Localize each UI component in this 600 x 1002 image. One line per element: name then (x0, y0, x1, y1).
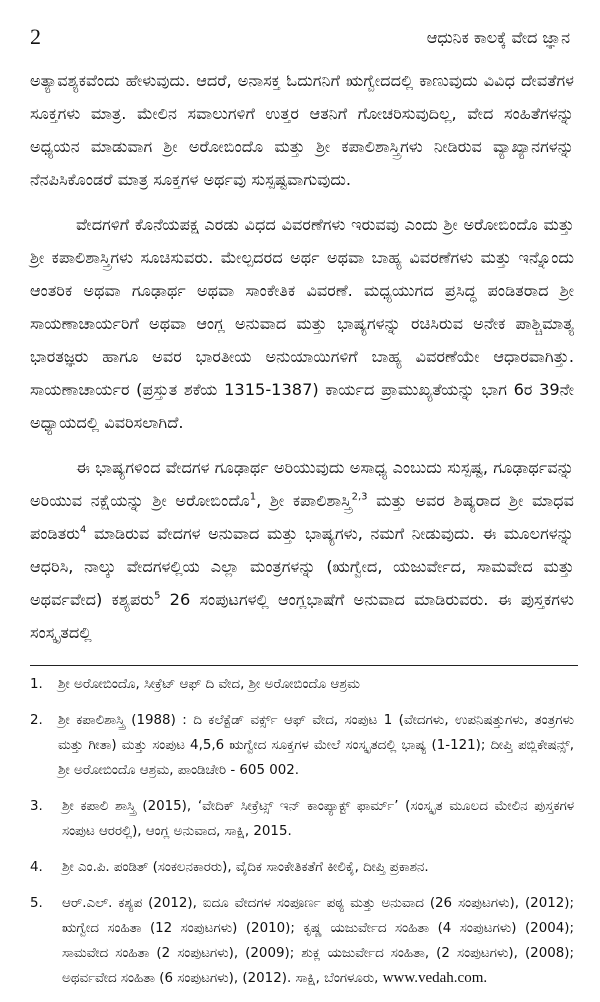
footnote-number: 4. (30, 860, 43, 875)
page-number: 2 (30, 24, 41, 49)
footnote-number: 1. (30, 677, 43, 692)
footnote-text (62, 891, 574, 991)
paragraph-3-text-1: ಈ ಭಾಷ್ಯಗಳಿಂದ ವೇದಗಳ ಗೂಢಾರ್ಥ ಅರಿಯುವುದು ಅಸಾಧ್ಯ ಎಂಬುದು ಸುಸ್ಪಷ್ಟ, ಗೂಢಾರ್ಥವನ್ನು ಅರಿಯುವ ನಕ್ಷೆಯನ್ನು ಶ್ರೀ ಅರೋಬಿಂದೊ (30, 458, 574, 510)
footnote-4 (30, 855, 574, 880)
footnote-text: ಶ್ರೀ ಕಪಾಲಿಶಾಸ್ತ್ರಿ (1988) : ದಿ ಕಲೆಕ್ಟೆಡ್ ವರ್ಕ್ಸ್ ಆಫ್ ವೇದ, ಸಂಪುಟ 1 (ವೇದಗಳು, ಉಪನಿಷತ್ತುಗಳು, ತಂತ್ರಗಳು ಮತ್ತು ಗೀತಾ) ಮತ್ತು ಸಂಪುಟ 4,5,6 ಋಗ್ವೇದ ಸೂಕ್ತಗಳ ಮೇಲೆ ಸಂಸ್ಕೃತದಲ್ಲಿ ಭಾಷ್ಯ (1-121); ದೀಪ್ತಿ ಪಬ್ಲಿಕೇಷನ್ಸ್, ಶ್ರೀ ಅರೋಬಿಂದೊ ಆಶ್ರಮ, ಪಾಂಡಿಚೇರಿ - 605 002. (58, 713, 574, 778)
footnote-divider (30, 665, 578, 666)
footnote-ref-4: 4 (80, 524, 87, 536)
paragraph-3-text-5: 26 ಸಂಪುಟಗಳಲ್ಲಿ ಆಂಗ್ಲಭಾಷೆಗೆ ಅನುವಾದ ಮಾಡಿರುವರು. ಈ ಪುಸ್ತಕಗಳು ಸಂಸ್ಕೃತದಲ್ಲಿ (30, 590, 574, 642)
paragraph-3-text-3: ಮತ್ತು ಅವರ ಶಿಷ್ಯರಾದ ಶ್ರೀ ಮಾಧವ ಪಂಡಿತರು (30, 491, 574, 543)
footnote-text: ಶ್ರೀ ಕಪಾಲಿ ಶಾಸ್ತ್ರಿ (2015), ‘ವೇದಿಕ್ ಸೀಕ್ರೆಟ್ಸ್ ಇನ್ ಕಾಂಪ್ಯಾಕ್ಟ್ ಫಾರ್ಮ್’ (ಸಂಸ್ಕೃತ ಮೂಲದ ಮೇಲಿನ ಪುಸ್ತಕಗಳ ಸಂಪುಟ ಆರರಲ್ಲಿ), ಆಂಗ್ಲ ಅನುವಾದ, ಸಾಕ್ಷಿ, 2015. (62, 799, 574, 839)
footnote-ref-5: 5 (154, 590, 161, 602)
footnotes (30, 672, 574, 1002)
footnote-text: ಶ್ರೀ ಅರೋಬಿಂದೊ, ಸೀಕ್ರೆಟ್ ಆಫ್ ದಿ ವೇದ, ಶ್ರೀ ಅರೋಬಿಂದೊ ಆಶ್ರಮ (58, 677, 360, 692)
footnote-3 (30, 794, 574, 844)
paragraph-3 (30, 451, 574, 649)
footnote-2 (30, 708, 574, 783)
footnote-5-body: ಆರ್.ಎಲ್. ಕಶ್ಯಪ (2012), ಐದೂ ವೇದಗಳ ಸಂಪೂರ್ಣ ಪಠ್ಯ ಮತ್ತು ಅನುವಾದ (26 ಸಂಪುಟಗಳು), (2012); ಋಗ್ವೇದ ಸಂಹಿತಾ (12 ಸಂಪುಟಗಳು) (2010); ಕೃಷ್ಣ ಯಜುರ್ವೇದ ಸಂಹಿತಾ (4 ಸಂಪುಟಗಳು) (2004); ಸಾಮವೇದ ಸಂಹಿತಾ (2 ಸಂಪುಟಗಳು), (2009); ಶುಕ್ಲ ಯಜುರ್ವೇದ ಸಂಹಿತಾ, (2 ಸಂಪುಟಗಳು), (2008); ಅಥರ್ವವೇದ ಸಂಹಿತಾ (6 ಸಂಪುಟಗಳು), (2012). ಸಾಕ್ಷಿ, ಬೆಂಗಳೂರು, (62, 896, 574, 986)
footnote-ref-1: 1 (249, 491, 257, 503)
footnote-number: 2. (30, 713, 43, 728)
footnote-5 (30, 891, 574, 991)
footnote-number: 5. (30, 896, 43, 911)
paragraph-3-text-4: ಮಾಡಿರುವ ವೇದಗಳ ಅನುವಾದ ಮತ್ತು ಭಾಷ್ಯಗಳು, ನಮಗೆ ನೀಡುವುದು. ಈ ಮೂಲಗಳನ್ನು ಆಧರಿಸಿ, ನಾಲ್ಕು ವೇದಗಳಲ್ಲಿಯ ಎಲ್ಲಾ ಮಂತ್ರಗಳನ್ನು (ಋಗ್ವೇದ, ಯಜುರ್ವೇದ, ಸಾಮವೇದ ಮತ್ತು ಅಥರ್ವವೇದ) ಕಶ್ಯಪರು (30, 524, 574, 609)
paragraph-3-text-2: , ಶ್ರೀ ಕಪಾಲಿಶಾಸ್ತ್ರಿ (256, 491, 352, 510)
website-link[interactable]: www.vedah.com. (382, 970, 488, 986)
paragraph-1: ಅತ್ಯಾವಶ್ಯಕವೆಂದು ಹೇಳುವುದು. ಆದರೆ, ಅನಾಸಕ್ತ ಓದುಗನಿಗೆ ಋಗ್ವೇದದಲ್ಲಿ ಕಾಣುವುದು ವಿವಿಧ ದೇವತೆಗಳ ಸೂಕ್ತಗಳು ಮಾತ್ರ. ಮೇಲಿನ ಸವಾಲುಗಳಿಗೆ ಉತ್ತರ ಆತನಿಗೆ ಗೋಚರಿಸುವುದಿಲ್ಲ, ವೇದ ಸಂಹಿತೆಗಳನ್ನು ಅಧ್ಯಯನ ಮಾಡುವಾಗ ಶ್ರೀ ಅರೋಬಿಂದೊ ಮತ್ತು ಶ್ರೀ ಕಪಾಲಿಶಾಸ್ತ್ರಿಗಳು ನೀಡಿರುವ ವ್ಯಾಖ್ಯಾನಗಳನ್ನು ನೆನಪಿಸಿಕೊಂಡರೆ ಮಾತ್ರ ಸೂಕ್ತಗಳ ಅರ್ಥವು ಸುಸ್ಪಷ್ಟವಾಗುವುದು. (30, 71, 574, 189)
footnote-ref-2-3: 2,3 (351, 491, 368, 503)
footnote-1 (30, 672, 574, 697)
footnote-number: 3. (30, 799, 43, 814)
paragraph-2: ವೇದಗಳಿಗೆ ಕೊನೆಯಪಕ್ಷ ಎರಡು ವಿಧದ ವಿವರಣೆಗಳು ಇರುವವು ಎಂದು ಶ್ರೀ ಅರೋಬಿಂದೊ ಮತ್ತು ಶ್ರೀ ಕಪಾಲಿಶಾಸ್ತ್ರಿಗಳು ಸೂಚಿಸುವರು. ಮೇಲ್ಪದರದ ಅರ್ಥ ಅಥವಾ ಬಾಹ್ಯ ವಿವರಣೆಗಳು ಮತ್ತು ಇನ್ನೊಂದು ಆಂತರಿಕ ಅಥವಾ ಗೂಢಾರ್ಥ ಅಥವಾ ಸಾಂಕೇತಿಕ ವಿವರಣೆ. ಮಧ್ಯಯುಗದ ಪ್ರಸಿದ್ಧ ಪಂಡಿತರಾದ ಶ್ರೀ ಸಾಯಣಾಚಾರ್ಯರಿಗೆ ಅಥವಾ ಆಂಗ್ಲ ಅನುವಾದ ಮತ್ತು ಭಾಷ್ಯಗಳನ್ನು ರಚಿಸಿರುವ ಅನೇಕ ಪಾಶ್ಚಿಮಾತ್ಯ ಭಾರತಜ್ಞರು ಹಾಗೂ ಅವರ ಭಾರತೀಯ ಅನುಯಾಯಿಗಳಿಗೆ ಬಾಹ್ಯ ವಿವರಣೆಯೇ ಆಧಾರವಾಗಿತ್ತು. ಸಾಯಣಾಚಾರ್ಯರ (ಪ್ರಸ್ತುತ ಶಕೆಯ 1315-1387) ಕಾರ್ಯದ ಪ್ರಾಮುಖ್ಯತೆಯನ್ನು ಭಾಗ 6ರ 39ನೇ ಅಧ್ಯಾಯದಲ್ಲಿ ವಿವರಿಸಲಾಗಿದೆ. (30, 215, 574, 432)
body-text (30, 64, 574, 661)
page-header (30, 24, 570, 50)
running-title: ಆಧುನಿಕ ಕಾಲಕ್ಕೆ ವೇದ ಜ್ಞಾನ (426, 28, 570, 47)
footnote-text: ಶ್ರೀ ಎಂ.ಪಿ. ಪಂಡಿತ್ (ಸಂಕಲನಕಾರರು), ವೈದಿಕ ಸಾಂಕೇತಿಕತೆಗೆ ಕೀಲಿಕೈ, ದೀಪ್ತಿ ಪ್ರಕಾಶನ. (62, 860, 429, 875)
